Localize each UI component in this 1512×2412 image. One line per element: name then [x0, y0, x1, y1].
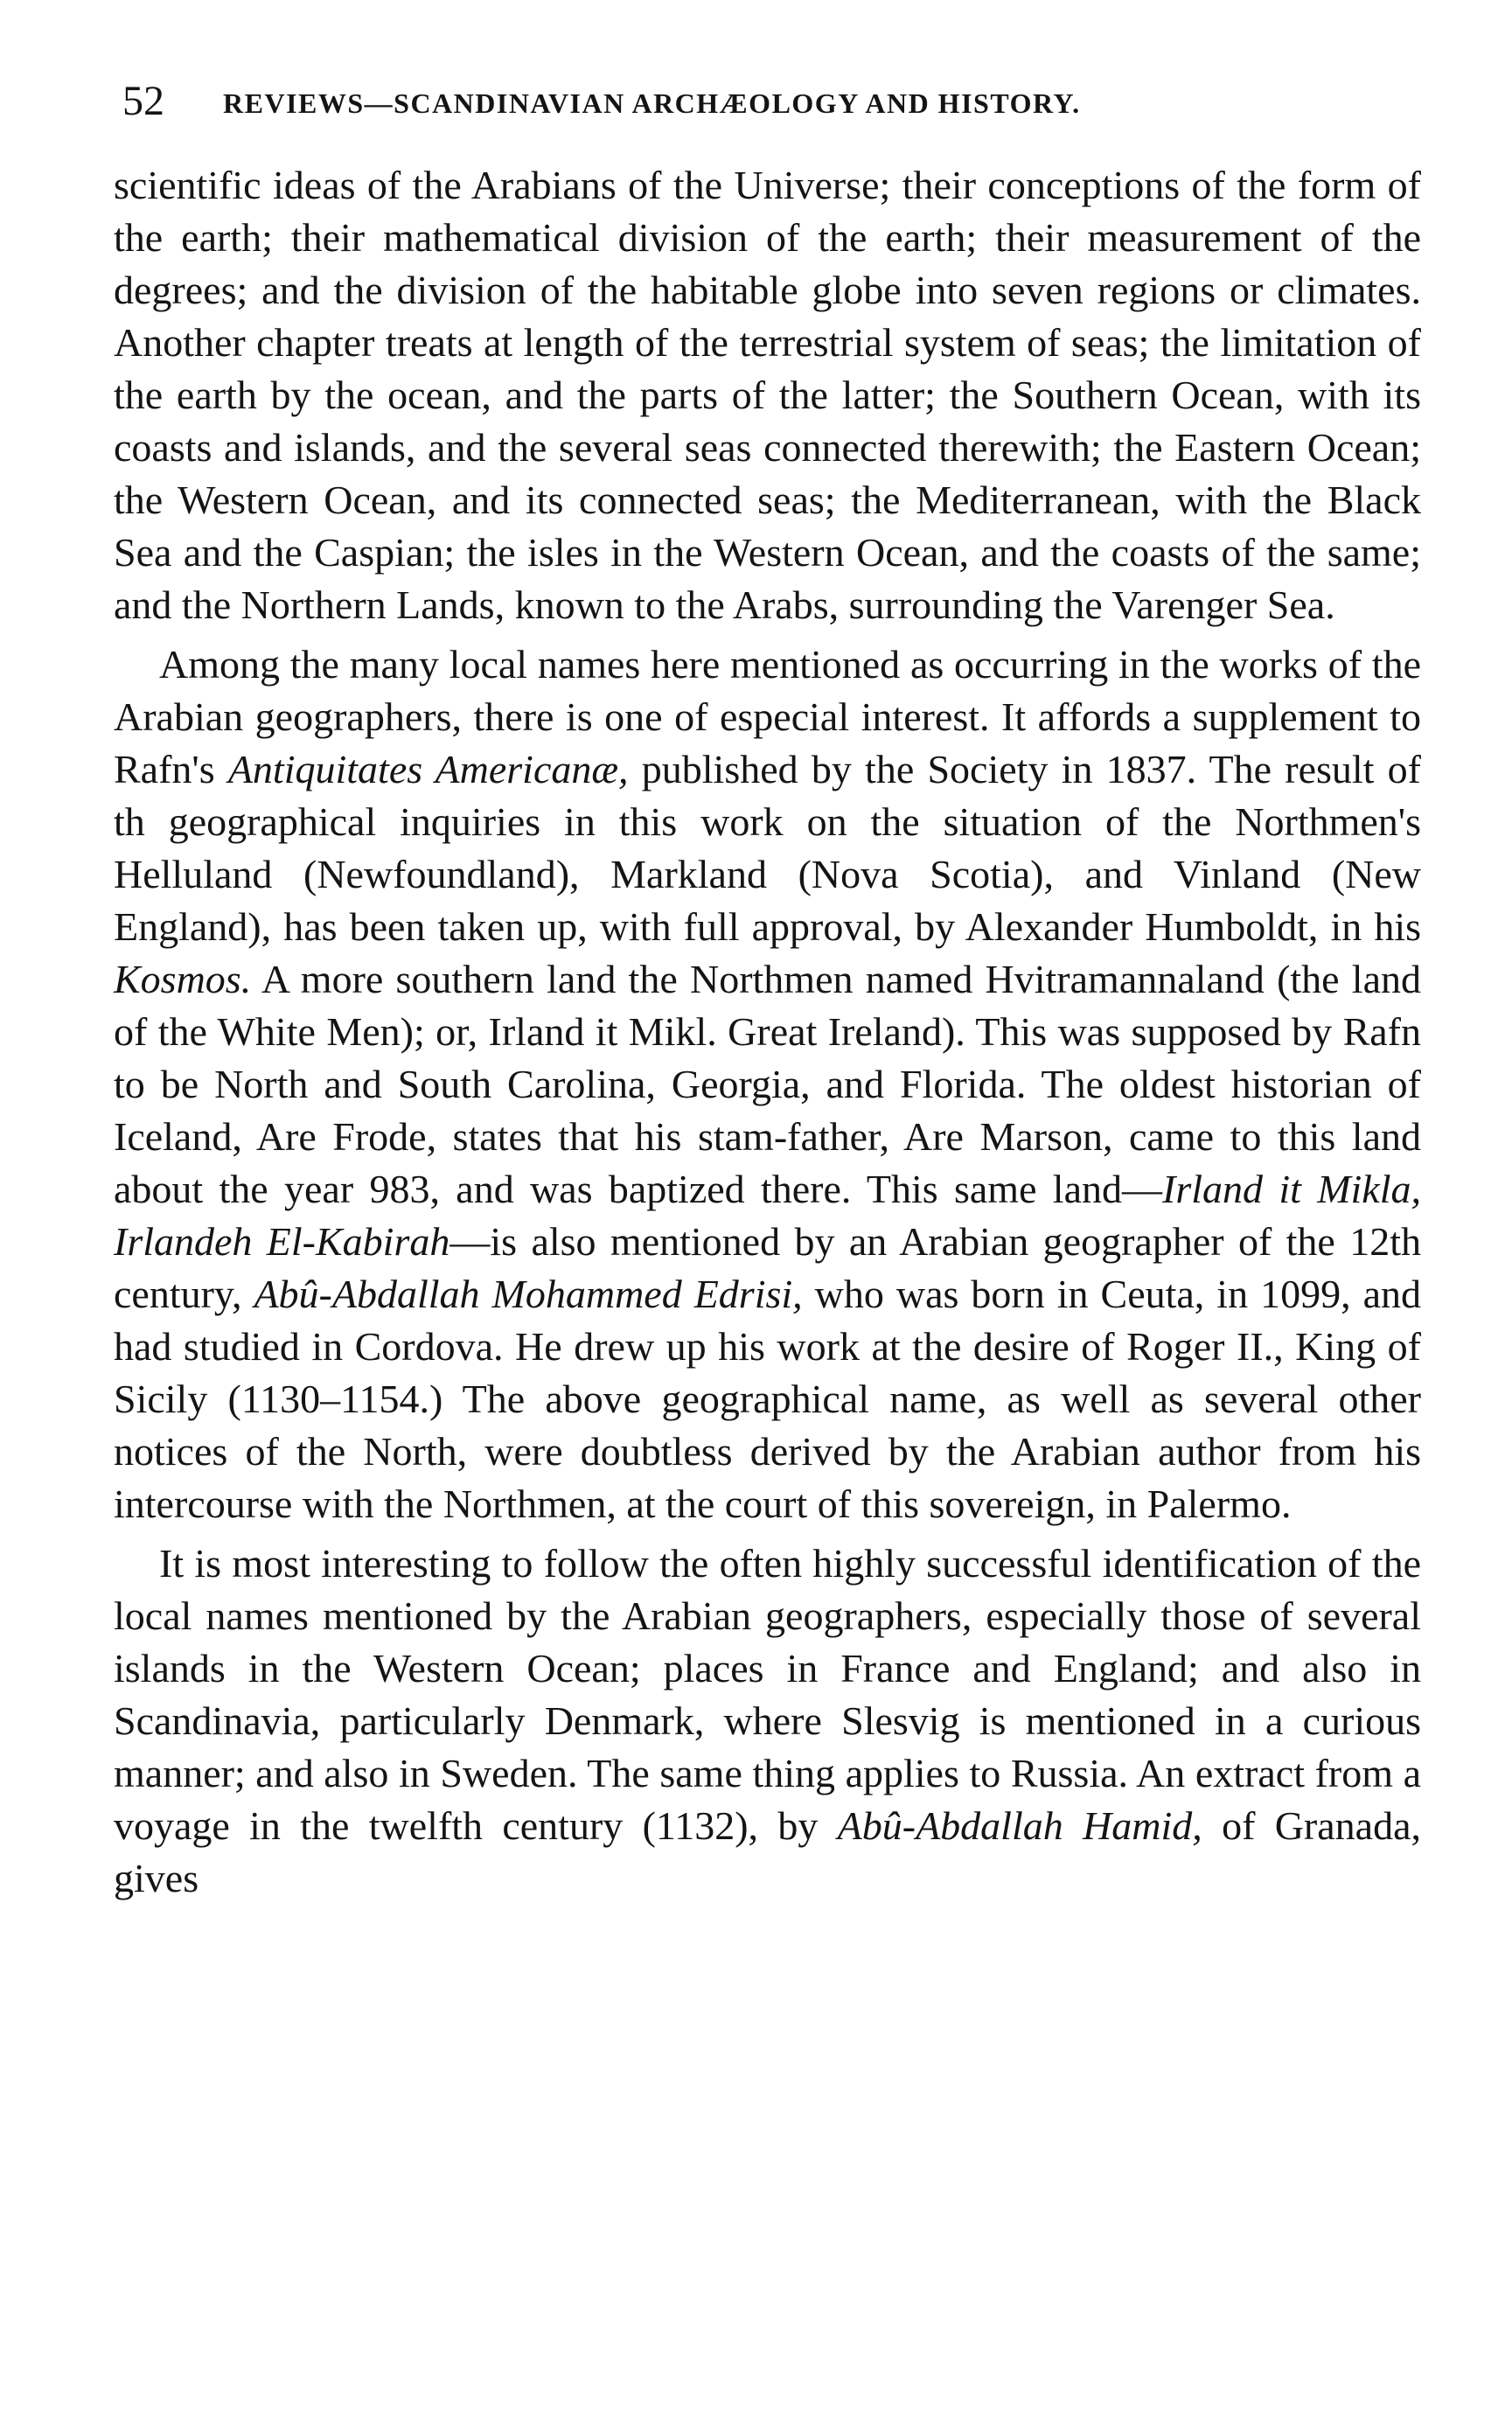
text-run: Among the many local names here mentioned as occurring in the works of the Arabian geographers, there is one of especial interest. It affords a supplement to Rafn's — [114, 642, 1421, 791]
text-run: of Granada, gives — [114, 1803, 1421, 1900]
running-head — [114, 80, 1421, 122]
italic-text-run: Kosmos. — [114, 957, 252, 1001]
book-page — [114, 80, 1421, 1912]
italic-text-run: Antiquitates Americanæ, — [227, 747, 629, 791]
text-run: who was born in Ceuta, in 1099, and had studied in Cordova. He drew up his work at the desire of Roger II., King of Sicily (1130–1154.) The above geographical name, as well as several other notices of the North, were doubtless derived by the Arabian author from his intercourse with the Northmen, at the court of this sovereign, in Palermo. — [114, 1272, 1421, 1526]
text-run: published by the Society in 1837. The result of th geographical inquiries in this work on the situation of the Northmen's Helluland (Newfoundland), Markland (Nova Scotia), and Vinland (New England), has been taken up, with full approval, by Alexander Humboldt, in his — [114, 747, 1421, 949]
text-run: A more southern land the Northmen named Hvitramannaland (the land of the White Men); or, Irland it Mikl. Great Ireland). This was supposed by Rafn to be North and South Carolina, Georgia, and Florida. The oldest historian of Iceland, Are Frode, states that his stam-father, Are Marson, came to this land about the year 983, and was baptized there. This same land— — [114, 957, 1421, 1211]
paragraph — [114, 1537, 1421, 1905]
running-head-title: REVIEWS—SCANDINAVIAN ARCHÆOLOGY AND HISTORY. — [223, 87, 1081, 119]
page-number: 52 — [122, 78, 164, 124]
body-text — [114, 159, 1421, 1905]
paragraph — [114, 159, 1421, 631]
text-run: —is also mentioned by an Arabian geographer of the 12th century, — [114, 1219, 1422, 1316]
italic-text-run: Abû-Abdallah Mohammed Edrisi, — [254, 1272, 803, 1316]
italic-text-run: Abû-Abdallah Hamid, — [837, 1803, 1202, 1848]
paragraph — [114, 638, 1421, 1530]
text-run: scientific ideas of the Arabians of the Universe; their conceptions of the form of the earth; their mathematical division of the earth; their measurement of the degrees; and the division of the habitable globe into seven regions or climates. Another chapter treats at length of the terrestrial system of seas; the limitation of the earth by the ocean, and the parts of the latter; the Southern Ocean, with its coasts and islands, and the several seas connected therewith; the Eastern Ocean; the Western Ocean, and its connected seas; the Mediterranean, with the Black Sea and the Caspian; the isles in the Western Ocean, and the coasts of the same; and the Northern Lands, known to the Arabs, surrounding the Varenger Sea. — [114, 163, 1421, 627]
text-run: It is most interesting to follow the often highly successful identification of the local names mentioned by the Arabian geographers, especially those of several islands in the Western Ocean; places in France and England; and also in Scandinavia, particularly Denmark, where Slesvig is mentioned in a curious manner; and also in Sweden. The same thing applies to Russia. An extract from a voyage in the twelfth century (1132), by — [114, 1541, 1421, 1848]
italic-text-run: Irland it Mikla, Irlandeh El-Kabirah — [114, 1167, 1421, 1264]
